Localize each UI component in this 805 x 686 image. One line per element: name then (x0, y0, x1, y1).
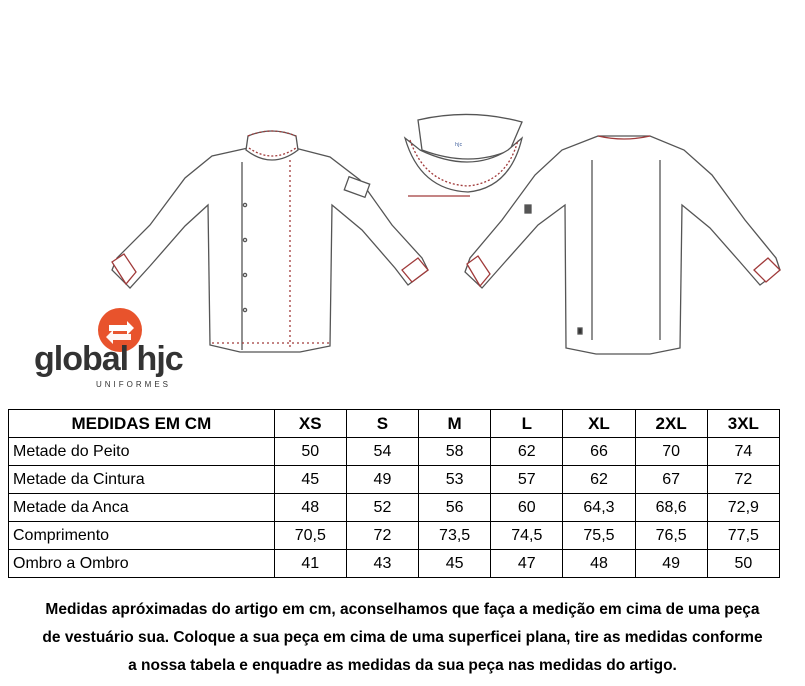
table-header-cell: MEDIDAS EM CM (9, 410, 275, 438)
table-cell: 64,3 (563, 494, 635, 522)
size-chart-table (8, 409, 780, 578)
table-cell: 49 (346, 466, 418, 494)
table-cell: 50 (707, 550, 779, 578)
table-cell: 70 (635, 438, 707, 466)
table-cell: 45 (419, 550, 491, 578)
table-cell: 62 (563, 466, 635, 494)
table-header-cell: XS (274, 410, 346, 438)
table-header-cell: XL (563, 410, 635, 438)
row-label: Metade do Peito (9, 438, 275, 466)
row-label: Comprimento (9, 522, 275, 550)
brand-name: global hjc (34, 340, 183, 378)
table-cell: 77,5 (707, 522, 779, 550)
brand-tagline: UNIFORMES (96, 380, 171, 389)
table-cell: 66 (563, 438, 635, 466)
note-line: de vestuário sua. Coloque a sua peça em cima de uma superficei plana, tire as medidas conforme (42, 629, 763, 646)
table-cell: 67 (635, 466, 707, 494)
table-cell: 60 (491, 494, 563, 522)
table-cell: 49 (635, 550, 707, 578)
table-cell: 76,5 (635, 522, 707, 550)
note-line: a nossa tabela e enquadre as medidas da sua peça nas medidas do artigo. (128, 657, 677, 674)
table-header-row (9, 410, 780, 438)
table-cell: 72,9 (707, 494, 779, 522)
table-header-cell: S (346, 410, 418, 438)
table-cell: 72 (707, 466, 779, 494)
table-cell: 75,5 (563, 522, 635, 550)
table-cell: 47 (491, 550, 563, 578)
table-row (9, 550, 780, 578)
table-cell: 43 (346, 550, 418, 578)
table-header-cell: 3XL (707, 410, 779, 438)
table-cell: 41 (274, 550, 346, 578)
table-cell: 50 (274, 438, 346, 466)
table-cell: 73,5 (419, 522, 491, 550)
table-cell: 48 (563, 550, 635, 578)
table-cell: 52 (346, 494, 418, 522)
collar-detail-illustration (405, 114, 522, 196)
table-cell: 48 (274, 494, 346, 522)
table-header-cell: M (419, 410, 491, 438)
table-cell: 57 (491, 466, 563, 494)
table-cell: 54 (346, 438, 418, 466)
table-cell: 58 (419, 438, 491, 466)
table-cell: 62 (491, 438, 563, 466)
brand-logo (34, 300, 214, 390)
table-cell: 45 (274, 466, 346, 494)
table-row (9, 438, 780, 466)
row-label: Metade da Cintura (9, 466, 275, 494)
table-row (9, 522, 780, 550)
table-header-cell: 2XL (635, 410, 707, 438)
table-cell: 70,5 (274, 522, 346, 550)
table-header-cell: L (491, 410, 563, 438)
row-label: Metade da Anca (9, 494, 275, 522)
measurement-note (0, 596, 805, 680)
table-row (9, 466, 780, 494)
table-row (9, 494, 780, 522)
table-cell: 68,6 (635, 494, 707, 522)
jacket-back-illustration (465, 136, 780, 354)
table-cell: 74 (707, 438, 779, 466)
table-cell: 72 (346, 522, 418, 550)
table-cell: 74,5 (491, 522, 563, 550)
row-label: Ombro a Ombro (9, 550, 275, 578)
svg-text:hjc: hjc (455, 142, 463, 148)
table-cell: 53 (419, 466, 491, 494)
note-line: Medidas apróximadas do artigo em cm, aconselhamos que faça a medição em cima de uma peça (45, 601, 760, 618)
table-cell: 56 (419, 494, 491, 522)
